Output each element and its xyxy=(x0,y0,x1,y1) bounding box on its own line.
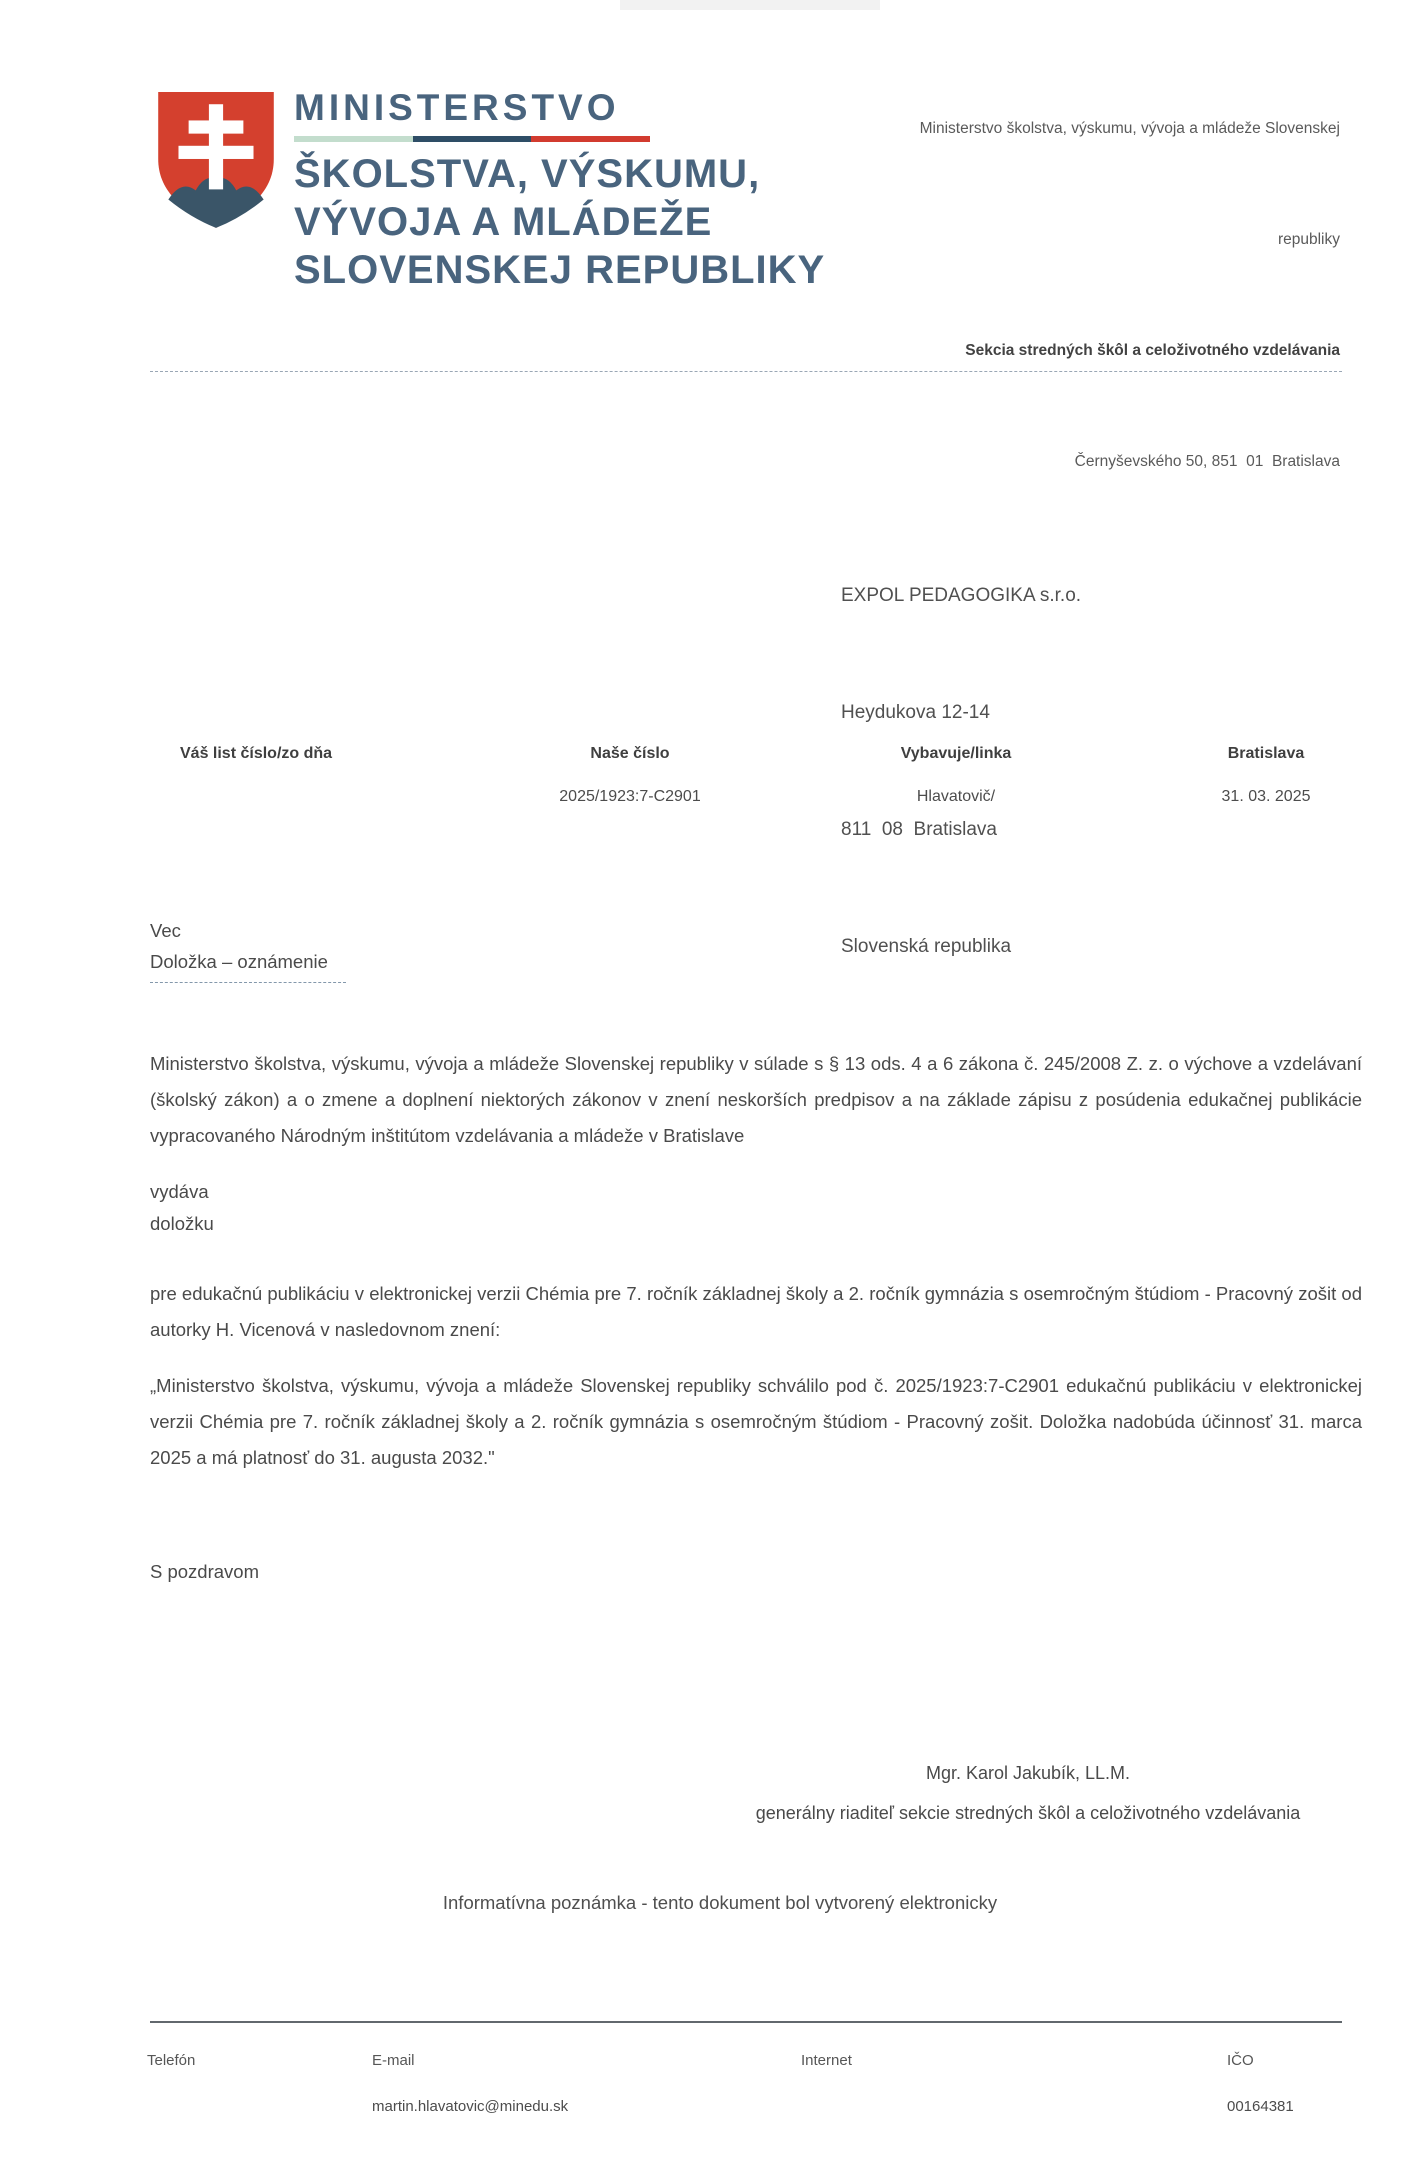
subject-label: Vec xyxy=(150,920,181,941)
ico-value: 00164381 xyxy=(1227,2098,1294,2115)
date-value: 31. 03. 2025 xyxy=(1221,788,1311,805)
slovak-coat-of-arms-logo xyxy=(150,88,282,234)
handled-by-label: Vybavuje/linka xyxy=(900,745,1012,762)
signatory-title: generálny riaditeľ sekcie stredných škôl a celoživotného vzdelávania xyxy=(755,1803,1301,1823)
reference-col-your-letter xyxy=(180,745,440,788)
closing-salutation: S pozdravom xyxy=(150,1561,259,1582)
subject-title: Doložka – oznámenie xyxy=(150,951,328,972)
body-paragraph-3-quote: „Ministerstvo školstva, výskumu, vývoja a mládeže Slovenskej republiky schválilo pod č. 2025/1923:7-C2901 edukačnú publikáciu v elektronickej verzii Chémia pre 7. ročník základnej školy a 2. ročník gymnázia s osemročným štúdiom - Pracovný zošit. Doložka nadobúda účinnosť 31. marca 2025 a má platnosť do 31. augusta 2032." xyxy=(150,1375,1362,1468)
ico-label: IČO xyxy=(1227,2052,1254,2069)
recipient-city: 811 08 Bratislava xyxy=(841,819,997,840)
body-paragraph-2: pre edukačnú publikáciu v elektronickej verzii Chémia pre 7. ročník základnej školy a 2. ročník gymnázia s osemročným štúdiom - Pracovný zošit od autorky H. Vicenová v nasledovnom znení: xyxy=(150,1283,1362,1340)
place-label: Bratislava xyxy=(1227,745,1305,762)
subject-block xyxy=(150,916,346,983)
recipient-country: Slovenská republika xyxy=(841,936,1012,957)
recipient-name: EXPOL PEDAGOGIKA s.r.o. xyxy=(841,585,1082,606)
recipient-street: Heydukova 12-14 xyxy=(841,702,990,723)
tricolor-red-segment xyxy=(531,136,650,142)
signatory-name: Mgr. Karol Jakubík, LL.M. xyxy=(925,1763,1131,1783)
reference-col-our-number xyxy=(505,745,755,806)
tricolor-divider xyxy=(294,136,650,142)
handled-by-value: Hlavatovič/ xyxy=(916,788,996,805)
footer-col-email xyxy=(372,2052,732,2115)
issues-word: vydáva xyxy=(150,1181,209,1202)
email-label: E-mail xyxy=(372,2052,415,2069)
tricolor-navy-segment xyxy=(413,136,532,142)
subject-underline xyxy=(150,982,346,983)
your-letter-label: Váš list číslo/zo dňa xyxy=(180,745,333,762)
wordmark-line3: VÝVOJA A MLÁDEŽE xyxy=(294,200,713,244)
scan-artifact xyxy=(620,0,880,10)
clause-word: doložku xyxy=(150,1213,214,1234)
footer-col-phone xyxy=(147,2052,347,2098)
reference-row xyxy=(0,745,1417,825)
phone-label: Telefón xyxy=(147,2052,196,2069)
header-divider-line xyxy=(150,371,1342,372)
sender-street-address: Černyševského 50, 851 01 Bratislava xyxy=(1074,453,1340,470)
body-paragraph-1: Ministerstvo školstva, výskumu, vývoja a mládeže Slovenskej republiky v súlade s § 13 ods. 4 a 6 zákona č. 245/2008 Z. z. o výchove a vzdelávaní (školský zákon) a o zmene a doplnení niektorých zákonov v znení neskorších predpisov a na základe zápisu z posúdenia edukačnej publikácie vypracovaného Národným inštitútom vzdelávania a mládeže v Bratislave xyxy=(150,1053,1362,1146)
reference-col-handled-by xyxy=(836,745,1076,806)
sender-address-block xyxy=(720,36,1340,554)
our-number-label: Naše číslo xyxy=(590,745,670,762)
signature-block xyxy=(692,1758,1364,1828)
reference-col-place-date xyxy=(1156,745,1376,806)
electronic-document-note: Informatívna poznámka - tento dokument bol vytvorený elektronicky xyxy=(442,1892,998,1913)
tricolor-green-segment xyxy=(294,136,413,142)
sender-line2: republiky xyxy=(1277,231,1340,248)
sender-section-name: Sekcia stredných škôl a celoživotného vzdelávania xyxy=(965,342,1340,359)
email-value: martin.hlavatovic@minedu.sk xyxy=(372,2098,569,2115)
letter-body xyxy=(150,1046,1362,1590)
wordmark-line4: SLOVENSKEJ REPUBLIKY xyxy=(294,248,826,292)
footer-col-internet xyxy=(801,2052,1001,2098)
wordmark-line2: ŠKOLSTVA, VÝSKUMU, xyxy=(294,152,761,196)
our-number-value: 2025/1923:7-C2901 xyxy=(559,788,701,805)
internet-label: Internet xyxy=(801,2052,852,2069)
footer-divider-line xyxy=(150,2021,1342,2023)
wordmark-line1: MINISTERSTVO xyxy=(294,87,620,128)
sender-line1: Ministerstvo školstva, výskumu, vývoja a mládeže Slovenskej xyxy=(919,120,1340,137)
footer-col-ico xyxy=(1227,2052,1387,2115)
